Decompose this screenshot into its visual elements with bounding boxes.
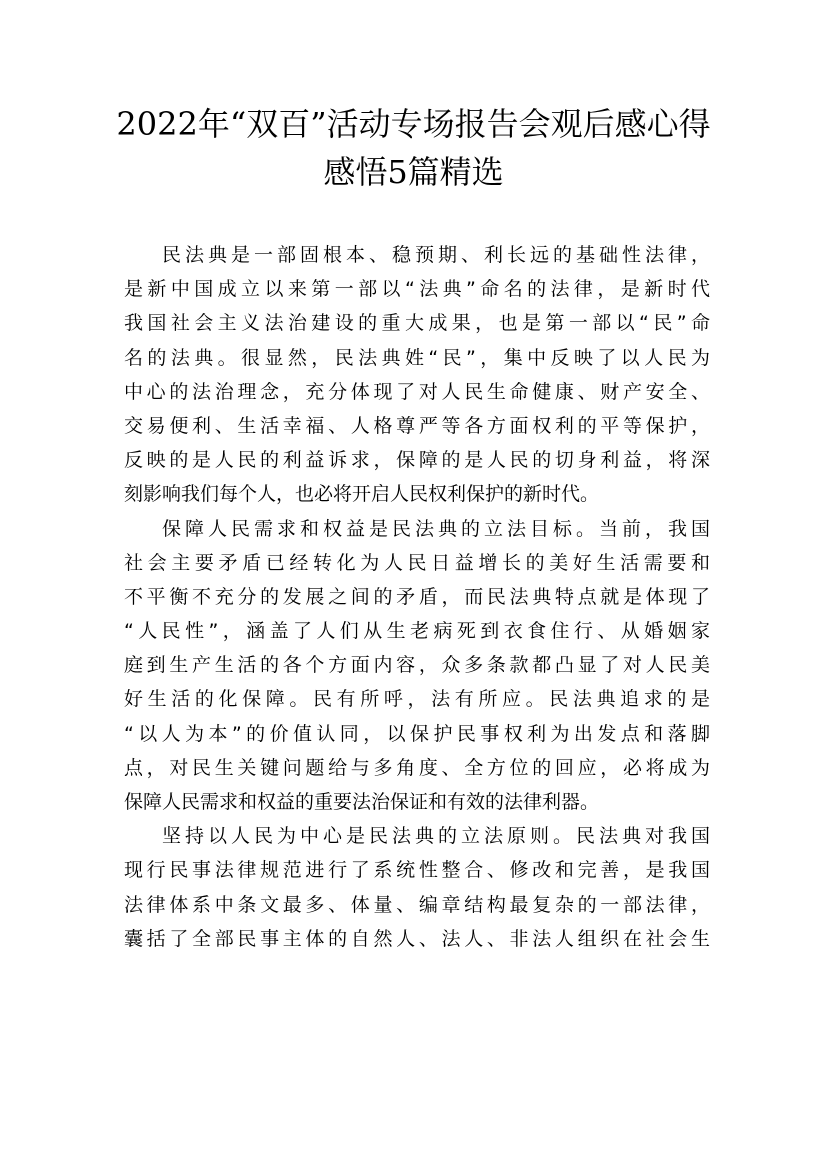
title-line-2: 感悟5篇精选 bbox=[323, 153, 504, 191]
paragraph-line: 中心的法治理念，充分体现了对人民生命健康、财产安全、 bbox=[124, 380, 710, 403]
paragraph-line: 庭到生产生活的各个方面内容，众多条款都凸显了对人民美 bbox=[124, 654, 710, 677]
title-line-1: 2022年“双百”活动专场报告会观后感心得 bbox=[116, 105, 711, 143]
paragraph-line: 社会主要矛盾已经转化为人民日益增长的美好生活需要和 bbox=[124, 551, 710, 574]
document-body bbox=[124, 238, 710, 956]
paragraph-line: 点，对民生关键问题给与多角度、全方位的回应，必将成为 bbox=[124, 756, 710, 779]
paragraph-line: 好生活的化保障。民有所呼，法有所应。民法典追求的是 bbox=[124, 688, 710, 711]
paragraph-line: 囊括了全部民事主体的自然人、法人、非法人组织在社会生 bbox=[124, 927, 710, 950]
paragraph-line: 名的法典。很显然，民法典姓“民”，集中反映了以人民为 bbox=[124, 346, 710, 369]
paragraph-line: 是新中国成立以来第一部以“法典”命名的法律，是新时代 bbox=[124, 278, 710, 301]
paragraph-line: 现行民事法律规范进行了系统性整合、修改和完善，是我国 bbox=[124, 859, 710, 882]
paragraph-line: 刻影响我们每个人，也必将开启人民权利保护的新时代。 bbox=[124, 483, 600, 506]
document-title bbox=[80, 100, 747, 196]
paragraph-line: “以人为本”的价值认同，以保护民事权利为出发点和落脚 bbox=[124, 722, 710, 745]
paragraph-3 bbox=[124, 819, 710, 956]
paragraph-1 bbox=[124, 238, 710, 512]
paragraph-line: 反映的是人民的利益诉求，保障的是人民的切身利益，将深 bbox=[124, 449, 710, 472]
paragraph-line: 我国社会主义法治建设的重大成果，也是第一部以“民”命 bbox=[124, 312, 710, 335]
paragraph-line: 法律体系中条文最多、体量、编章结构最复杂的一部法律， bbox=[124, 893, 710, 916]
paragraph-line: 不平衡不充分的发展之间的矛盾，而民法典特点就是体现了 bbox=[124, 585, 710, 608]
paragraph-line: 保障人民需求和权益的重要法治保证和有效的法律利器。 bbox=[124, 791, 600, 813]
paragraph-line: 民法典是一部固根本、稳预期、利长远的基础性法律， bbox=[162, 244, 710, 266]
paragraph-2 bbox=[124, 512, 710, 820]
paragraph-line: “人民性”，涵盖了人们从生老病死到衣食住行、从婚姻家 bbox=[124, 620, 710, 643]
paragraph-line: 交易便利、生活幸福、人格尊严等各方面权利的平等保护， bbox=[124, 414, 710, 437]
paragraph-line: 保障人民需求和权益是民法典的立法目标。当前，我国 bbox=[162, 517, 710, 540]
paragraph-line: 坚持以人民为中心是民法典的立法原则。民法典对我国 bbox=[162, 825, 710, 848]
